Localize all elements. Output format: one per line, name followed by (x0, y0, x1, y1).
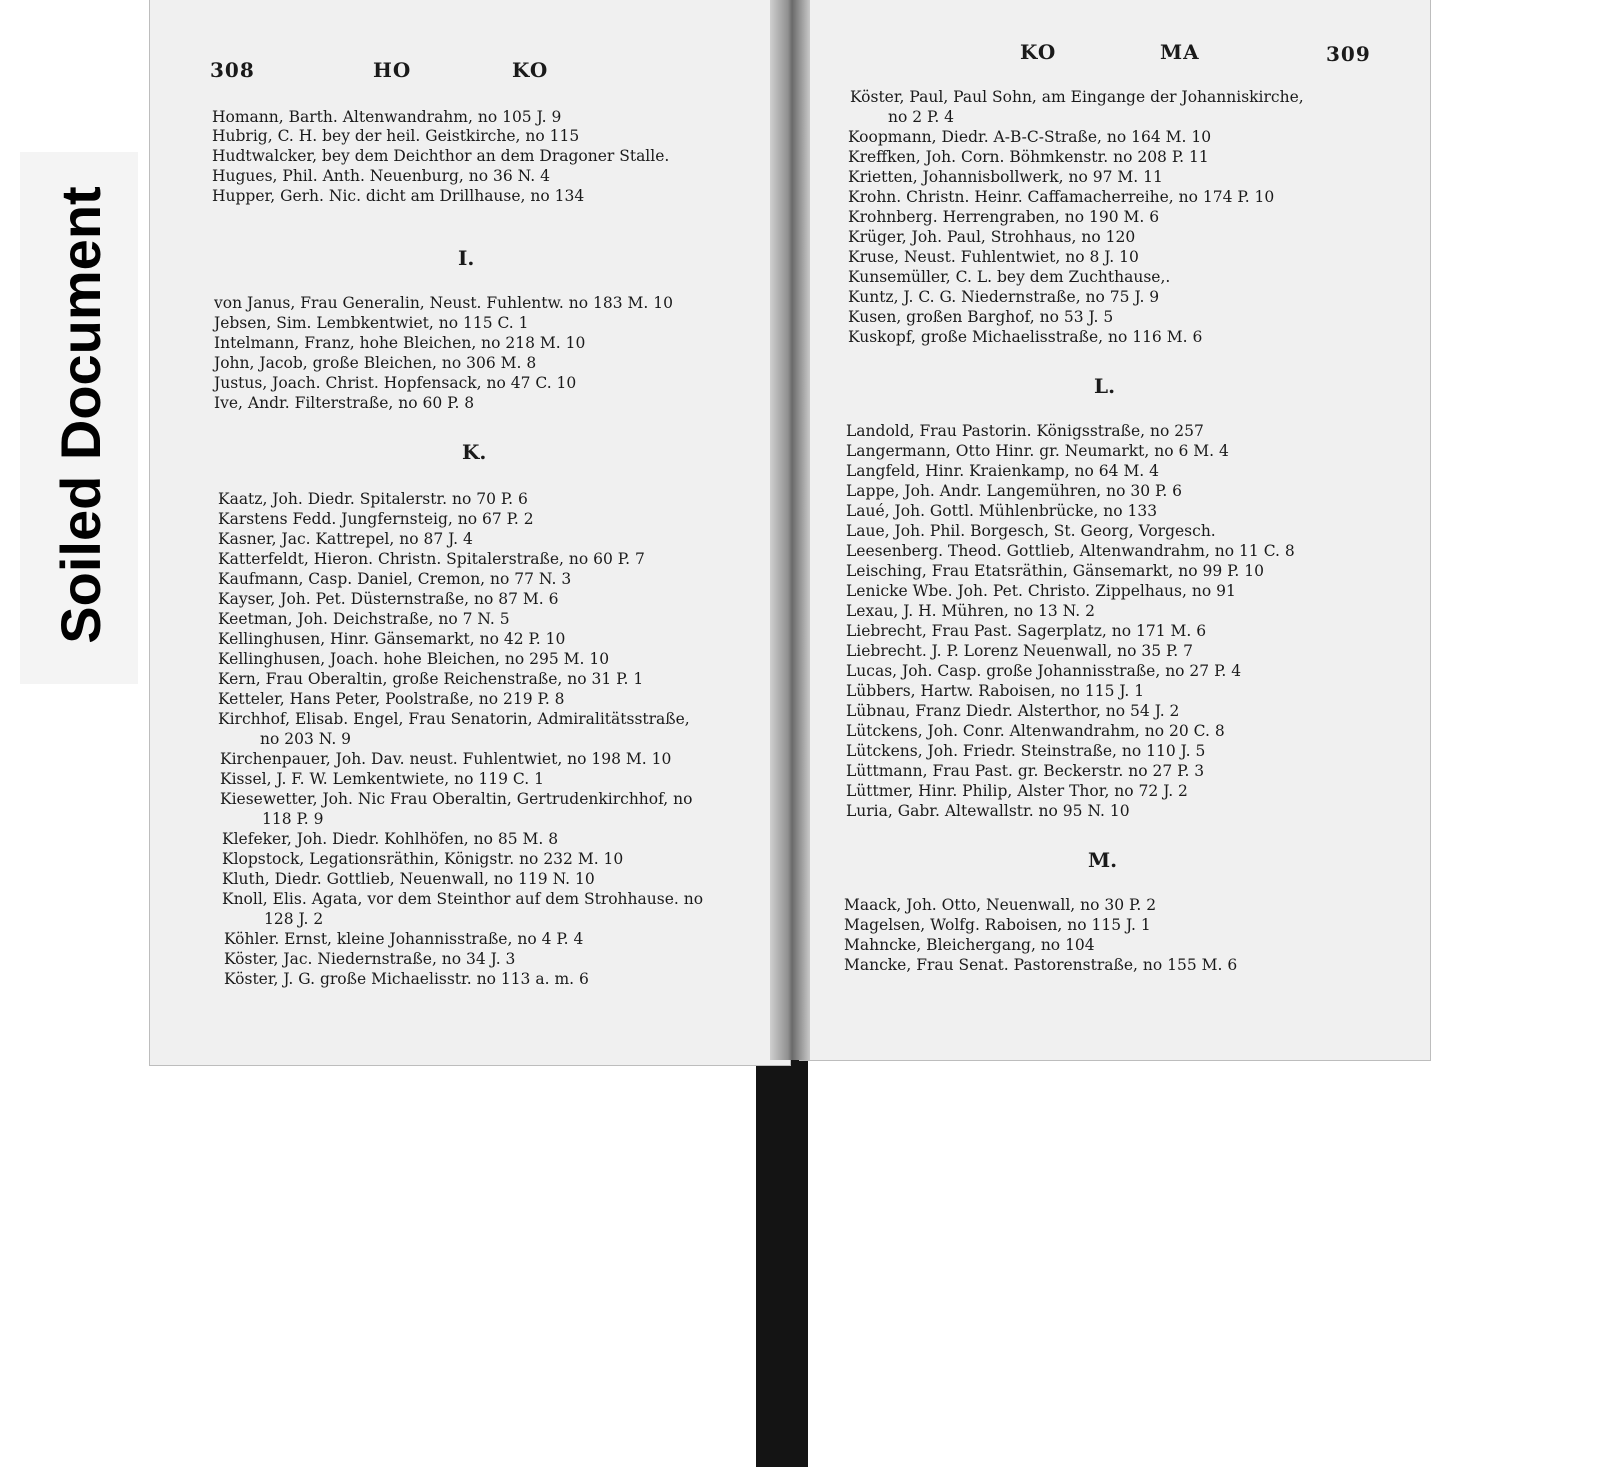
section-heading-m: M. (1088, 848, 1118, 872)
list-item: John, Jacob, große Bleichen, no 306 M. 8 (214, 354, 537, 372)
list-item: Kasner, Jac. Kattrepel, no 87 J. 4 (218, 530, 473, 548)
book-gutter (770, 0, 810, 1060)
list-item: von Janus, Frau Generalin, Neust. Fuhlentw. no 183 M. 10 (214, 294, 673, 312)
list-item: Kusen, großen Barghof, no 53 J. 5 (848, 308, 1114, 326)
list-item: Kellinghusen, Hinr. Gänsemarkt, no 42 P. 10 (218, 630, 566, 648)
list-item: Lenicke Wbe. Joh. Pet. Christo. Zippelhaus, no 91 (846, 582, 1236, 600)
list-item: Kuskopf, große Michaelisstraße, no 116 M. 6 (848, 328, 1203, 346)
list-item: Kreffken, Joh. Corn. Böhmkenstr. no 208 P. 11 (848, 148, 1209, 166)
list-item: Langermann, Otto Hinr. gr. Neumarkt, no 6 M. 4 (846, 442, 1229, 460)
list-item-continuation: no 2 P. 4 (888, 108, 955, 126)
list-item: Kirchenpauer, Joh. Dav. neust. Fuhlentwiet, no 198 M. 10 (220, 750, 672, 768)
left-page-number: 308 (210, 58, 255, 82)
list-item: Mahncke, Bleichergang, no 104 (844, 936, 1095, 954)
list-item: Karstens Fedd. Jungfernsteig, no 67 P. 2 (218, 510, 534, 528)
list-item: Köster, Jac. Niedernstraße, no 34 J. 3 (224, 950, 516, 968)
list-item: Kuntz, J. C. G. Niedernstraße, no 75 J. 9 (848, 288, 1160, 306)
left-header-left: HO (373, 58, 412, 82)
right-header-left: KO (1020, 40, 1057, 64)
list-item: Lexau, J. H. Mühren, no 13 N. 2 (846, 602, 1095, 620)
list-item: Ketteler, Hans Peter, Poolstraße, no 219 P. 8 (218, 690, 565, 708)
list-item: Köhler. Ernst, kleine Johannisstraße, no 4 P. 4 (224, 930, 584, 948)
list-item: Krohn. Christn. Heinr. Caffamacherreihe, no 174 P. 10 (848, 188, 1275, 206)
list-item: Lucas, Joh. Casp. große Johannisstraße, no 27 P. 4 (846, 662, 1242, 680)
list-item: Jebsen, Sim. Lembkentwiet, no 115 C. 1 (214, 314, 529, 332)
list-item: Krüger, Joh. Paul, Strohhaus, no 120 (848, 228, 1136, 246)
list-item: Magelsen, Wolfg. Raboisen, no 115 J. 1 (844, 916, 1151, 934)
list-item: Kellinghusen, Joach. hohe Bleichen, no 295 M. 10 (218, 650, 610, 668)
list-item: Kluth, Diedr. Gottlieb, Neuenwall, no 119 N. 10 (222, 870, 595, 888)
side-label: Soiled Document (48, 186, 112, 644)
list-item: Lütckens, Joh. Conr. Altenwandrahm, no 20 C. 8 (846, 722, 1225, 740)
list-item: Hubrig, C. H. bey der heil. Geistkirche, no 115 (212, 127, 580, 145)
list-item: Lütckens, Joh. Friedr. Steinstraße, no 110 J. 5 (846, 742, 1206, 760)
list-item: Krietten, Johannisbollwerk, no 97 M. 11 (848, 168, 1163, 186)
list-item: Lübbers, Hartw. Raboisen, no 115 J. 1 (846, 682, 1145, 700)
list-item-continuation: 128 J. 2 (264, 910, 324, 928)
list-item: Kissel, J. F. W. Lemkentwiete, no 119 C. 1 (220, 770, 544, 788)
list-item: Liebrecht. J. P. Lorenz Neuenwall, no 35 P. 7 (846, 642, 1194, 660)
list-item: Katterfeldt, Hieron. Christn. Spitalerstraße, no 60 P. 7 (218, 550, 645, 568)
list-item: Kunsemüller, C. L. bey dem Zuchthause,. (848, 268, 1171, 286)
left-header-right: KO (512, 58, 549, 82)
list-item-continuation: no 203 N. 9 (260, 730, 352, 748)
list-item: Laue, Joh. Phil. Borgesch, St. Georg, Vorgesch. (846, 522, 1216, 540)
list-item: Lappe, Joh. Andr. Langemühren, no 30 P. 6 (846, 482, 1183, 500)
list-item: Köster, J. G. große Michaelisstr. no 113 a. m. 6 (224, 970, 589, 988)
list-item: Langfeld, Hinr. Kraienkamp, no 64 M. 4 (846, 462, 1160, 480)
list-item: Hugues, Phil. Anth. Neuenburg, no 36 N. 4 (212, 167, 550, 185)
section-heading-l: L. (1094, 374, 1116, 398)
list-item: Maack, Joh. Otto, Neuenwall, no 30 P. 2 (844, 896, 1157, 914)
section-heading-i: I. (458, 246, 475, 270)
list-item: Intelmann, Franz, hohe Bleichen, no 218 M. 10 (214, 334, 586, 352)
list-item: Krohnberg. Herrengraben, no 190 M. 6 (848, 208, 1160, 226)
list-item: Klopstock, Legationsräthin, Königstr. no 232 M. 10 (222, 850, 624, 868)
list-item: Leisching, Frau Etatsräthin, Gänsemarkt, no 99 P. 10 (846, 562, 1265, 580)
list-item: Köster, Paul, Paul Sohn, am Eingange der Johanniskirche, (850, 88, 1304, 106)
book-spine-strip (756, 1055, 808, 1467)
list-item: Lüttmann, Frau Past. gr. Beckerstr. no 27 P. 3 (846, 762, 1205, 780)
section-heading-k: K. (462, 440, 487, 464)
list-item: Hudtwalcker, bey dem Deichthor an dem Dragoner Stalle. (212, 147, 670, 165)
list-item: Keetman, Joh. Deichstraße, no 7 N. 5 (218, 610, 510, 628)
list-item-continuation: 118 P. 9 (262, 810, 324, 828)
list-item: Luria, Gabr. Altewallstr. no 95 N. 10 (846, 802, 1130, 820)
list-item: Laué, Joh. Gottl. Mühlenbrücke, no 133 (846, 502, 1158, 520)
list-item: Kayser, Joh. Pet. Düsternstraße, no 87 M. 6 (218, 590, 559, 608)
list-item: Knoll, Elis. Agata, vor dem Steinthor auf dem Strohhause. no (222, 890, 704, 908)
list-item: Hupper, Gerh. Nic. dicht am Drillhause, no 134 (212, 187, 585, 205)
list-item: Kirchhof, Elisab. Engel, Frau Senatorin, Admiralitätsstraße, (218, 710, 690, 728)
list-item: Justus, Joach. Christ. Hopfensack, no 47 C. 10 (214, 374, 577, 392)
list-item: Lübnau, Franz Diedr. Alsterthor, no 54 J. 2 (846, 702, 1180, 720)
list-item: Lüttmer, Hinr. Philip, Alster Thor, no 72 J. 2 (846, 782, 1188, 800)
list-item: Ive, Andr. Filterstraße, no 60 P. 8 (214, 394, 475, 412)
list-item: Kruse, Neust. Fuhlentwiet, no 8 J. 10 (848, 248, 1139, 266)
list-item: Kaatz, Joh. Diedr. Spitalerstr. no 70 P. 6 (218, 490, 528, 508)
list-item: Kaufmann, Casp. Daniel, Cremon, no 77 N. 3 (218, 570, 572, 588)
list-item: Klefeker, Joh. Diedr. Kohlhöfen, no 85 M. 8 (222, 830, 559, 848)
list-item: Homann, Barth. Altenwandrahm, no 105 J. 9 (212, 108, 562, 126)
right-header-right: MA (1160, 40, 1200, 64)
list-item: Liebrecht, Frau Past. Sagerplatz, no 171 M. 6 (846, 622, 1207, 640)
list-item: Koopmann, Diedr. A-B-C-Straße, no 164 M. 10 (848, 128, 1212, 146)
right-page-number: 309 (1326, 42, 1371, 66)
list-item: Leesenberg. Theod. Gottlieb, Altenwandrahm, no 11 C. 8 (846, 542, 1295, 560)
list-item: Landold, Frau Pastorin. Königsstraße, no 257 (846, 422, 1204, 440)
list-item: Mancke, Frau Senat. Pastorenstraße, no 155 M. 6 (844, 956, 1238, 974)
list-item: Kern, Frau Oberaltin, große Reichenstraße, no 31 P. 1 (218, 670, 644, 688)
list-item: Kiesewetter, Joh. Nic Frau Oberaltin, Gertrudenkirchhof, no (220, 790, 693, 808)
